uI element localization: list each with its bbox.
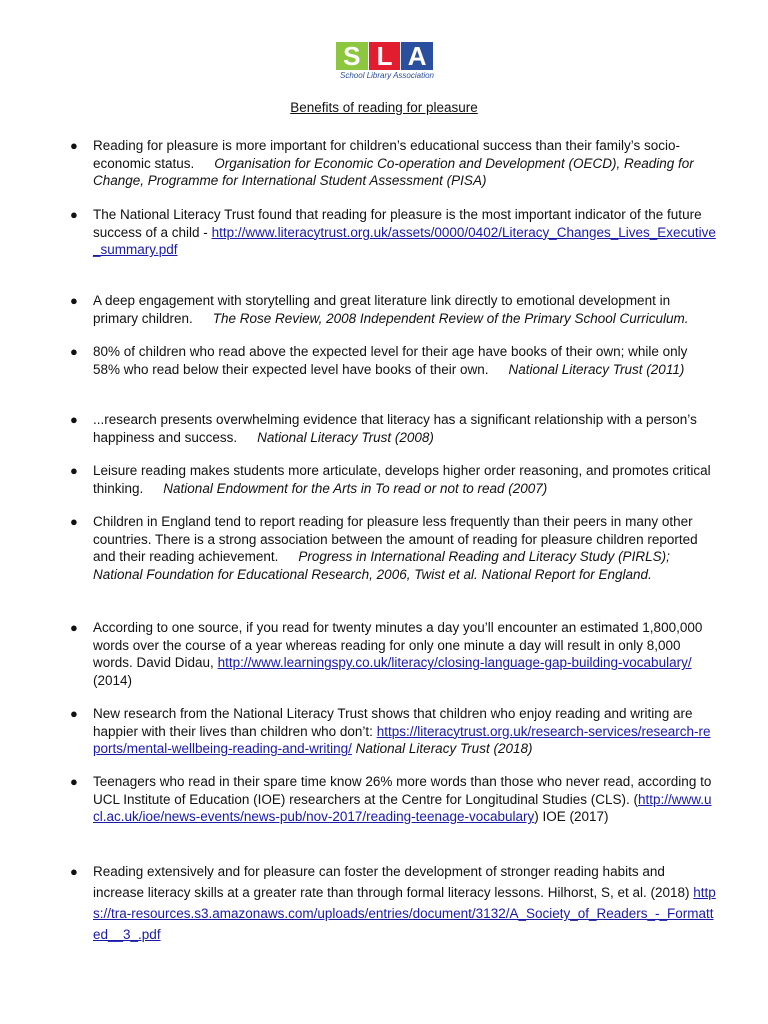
- item-text: A deep engagement with storytelling and great literature link directly to emotional development in primary children.: [93, 293, 671, 326]
- item-text: New research from the National Literacy Trust shows that children who enjoy reading and writing are happier with their lives than children who don’t:: [93, 706, 693, 739]
- bullet-icon: ●: [70, 864, 78, 879]
- item-text: Reading for pleasure is more important for children’s educational success than their family’s socio-economic status.: [93, 138, 681, 171]
- item-source: Organisation for Economic Co-operation and Development (OECD), Reading for Change, Programme for International Student Assessment (PISA): [93, 155, 694, 188]
- list-item: [70, 462, 718, 497]
- bullet-icon: ●: [70, 138, 78, 153]
- item-text: Leisure reading makes students more articulate, develops higher order reasoning, and promotes critical thinking.: [93, 463, 711, 496]
- bullet-icon: ●: [70, 207, 78, 222]
- list-item: [70, 773, 718, 826]
- bullet-icon: ●: [70, 412, 78, 427]
- item-link[interactable]: https://literacytrust.org.uk/research-services/research-reports/mental-wellbeing-reading-and-writing/: [93, 723, 711, 756]
- list-item: [70, 861, 718, 945]
- list-item: [70, 292, 718, 327]
- item-text: 80% of children who read above the expected level for their age have books of their own; while only 58% who read below their expected level have books of their own.: [93, 344, 688, 377]
- sla-logo: [336, 42, 434, 82]
- item-after: ) IOE (2017): [534, 809, 609, 824]
- item-link[interactable]: https://tra-resources.s3.amazonaws.com/uploads/entries/document/3132/A_Society_of_Readers_-_Formatted__3_.pdf: [93, 885, 716, 942]
- bullet-icon: ●: [70, 344, 78, 359]
- item-text: According to one source, if you read for twenty minutes a day you’ll encounter an estimated 1,800,000 words over the course of a year whereas reading for only one minute a day will result in only 8,000 words. David Didau,: [93, 620, 703, 670]
- item-source: National Literacy Trust (2018): [355, 741, 533, 756]
- logo-tagline: School Library Association: [340, 71, 434, 80]
- item-text: Children in England tend to report reading for pleasure less frequently than their peers in many other countries. There is a strong association between the amount of reading for pleasure children reported and their reading achievement.: [93, 514, 698, 564]
- list-item: [70, 206, 718, 259]
- bullet-icon: ●: [70, 706, 78, 721]
- logo-letter-a: A: [401, 42, 433, 70]
- logo-letter-l: L: [369, 42, 401, 70]
- item-source: National Endowment for the Arts in To read or not to read (2007): [163, 480, 548, 496]
- list-item: [70, 513, 718, 583]
- bullet-icon: ●: [70, 463, 78, 478]
- bullet-icon: ●: [70, 620, 78, 635]
- list-item: [70, 705, 718, 758]
- list-item: [70, 137, 718, 190]
- item-source: The Rose Review, 2008 Independent Review of the Primary School Curriculum.: [212, 310, 689, 326]
- item-text: Reading extensively and for pleasure can foster the development of stronger reading habits and increase literacy skills at a greater rate than through formal literacy lessons. Hilhorst, S, et al. (2018): [93, 864, 690, 900]
- item-source: Progress in International Reading and Literacy Study (PIRLS); National Foundation for Educational Research, 2006, Twist et al. National Report for England.: [93, 549, 670, 582]
- item-link[interactable]: http://www.learningspy.co.uk/literacy/closing-language-gap-building-vocabulary/: [217, 655, 692, 670]
- bullet-icon: ●: [70, 293, 78, 308]
- item-text: ...research presents overwhelming evidence that literacy has a significant relationship with a person’s happiness and success.: [93, 412, 697, 445]
- item-source: National Literacy Trust (2011): [508, 361, 685, 377]
- item-link[interactable]: http://www.literacytrust.org.uk/assets/0000/0402/Literacy_Changes_Lives_Executive_summary.pdf: [93, 224, 716, 257]
- item-link[interactable]: http://www.ucl.ac.uk/ioe/news-events/news-pub/nov-2017/reading-teenage-vocabulary: [93, 791, 712, 824]
- item-text: Teenagers who read in their spare time know 26% more words than those who never read, according to UCL Institute of Education (IOE) researchers at the Centre for Longitudinal Studies (CLS). (: [93, 774, 712, 807]
- bullet-icon: ●: [70, 514, 78, 529]
- list-item: [70, 619, 718, 689]
- page-title: Benefits of reading for pleasure: [290, 100, 478, 115]
- item-text: The National Literacy Trust found that reading for pleasure is the most important indicator of the future success of a child -: [93, 207, 702, 240]
- list-item: [70, 411, 718, 446]
- item-after: (2014): [93, 672, 133, 688]
- logo-letters: [336, 42, 434, 70]
- item-source: National Literacy Trust (2008): [257, 429, 434, 445]
- logo-letter-s: S: [336, 42, 368, 70]
- bullet-icon: ●: [70, 774, 78, 789]
- list-item: [70, 343, 718, 378]
